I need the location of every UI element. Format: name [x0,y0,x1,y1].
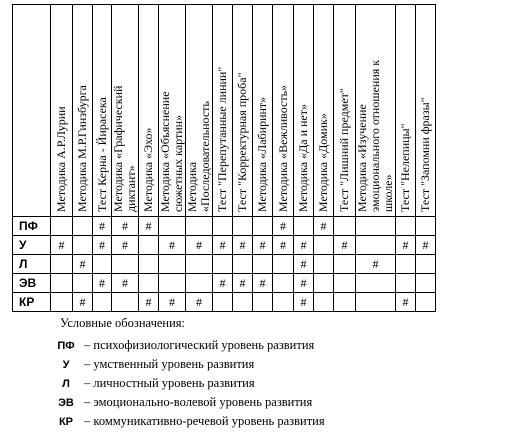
column-header [73,5,93,217]
column-header-label: Методика «Вежливость» [275,84,290,212]
table-row [13,236,436,255]
table-cell: # [396,293,416,312]
column-header-label: Тест "Лишний предмет" [337,88,351,212]
table-cell: # [416,236,436,255]
row-label: ЭВ [13,274,51,293]
table-cell [139,255,159,274]
column-header [273,5,294,217]
row-label: КР [13,293,51,312]
legend-desc: – коммуникативно-речевой уровень развития [84,414,325,428]
row-label: ПФ [13,217,51,236]
table-cell [51,255,73,274]
legend-item [52,393,492,412]
table-cell [273,274,294,293]
legend-item [52,336,492,355]
methods-matrix-table [12,4,436,312]
table-cell: # [93,217,112,236]
table-cell [314,255,334,274]
table-cell [73,274,93,293]
header-row [13,5,436,217]
table-cell [253,293,273,312]
table-cell [334,274,356,293]
column-header-label: Методика М.Р.Гинзбурга [75,85,89,212]
table-cell [233,293,253,312]
legend-item [52,374,492,393]
column-header [314,5,334,217]
table-cell: # [112,217,139,236]
table-cell [159,274,186,293]
table-cell [51,293,73,312]
table-cell [356,236,396,255]
column-header [139,5,159,217]
column-header-label: Тест Керна - Йирасека [94,97,109,212]
table-cell: # [93,274,112,293]
table-cell [356,293,396,312]
column-header [51,5,73,217]
table-cell: # [233,236,253,255]
table-cell: # [356,255,396,274]
legend-abbr: ПФ [57,339,75,352]
column-header-label: Тест "Корректурная проба" [235,72,249,212]
table-cell: # [51,236,73,255]
row-label: Л [13,255,51,274]
legend-abbr: КР [58,415,74,428]
column-header [213,5,233,217]
table-cell [416,255,436,274]
table-cell [334,217,356,236]
table-cell [334,255,356,274]
table-cell [416,274,436,293]
table-row [13,293,436,312]
column-header [186,5,213,217]
column-header-label: Методика «Последовательность [185,101,212,212]
table-cell: # [159,236,186,255]
table-cell [294,217,314,236]
table-cell: # [273,236,294,255]
legend-item [52,355,492,374]
legend-desc: – умственный уровень развития [84,357,255,371]
table-cell: # [294,293,314,312]
table-cell: # [314,217,334,236]
table-cell: # [213,274,233,293]
table-cell [159,255,186,274]
table-cell [314,236,334,255]
table-cell [51,274,73,293]
corner-cell [13,5,51,217]
table-cell: # [294,255,314,274]
table-cell: # [233,274,253,293]
table-cell [416,293,436,312]
table-cell [73,236,93,255]
table-cell [186,274,213,293]
legend-desc: – личностный уровень развития [84,376,255,390]
table-cell: # [112,274,139,293]
table-cell [416,217,436,236]
column-header [416,5,436,217]
table-cell [273,255,294,274]
table-cell [253,217,273,236]
column-header [396,5,416,217]
table-cell: # [73,255,93,274]
table-cell: # [294,236,314,255]
table-cell [233,217,253,236]
table-cell: # [139,217,159,236]
table-cell [356,217,396,236]
table-cell [213,293,233,312]
legend-abbr: Л [62,377,70,390]
table-cell: # [73,293,93,312]
table-cell [139,274,159,293]
column-header-label: Методика «Объяснение сюжетных картин» [158,91,185,212]
table-cell [273,293,294,312]
column-header [356,5,396,217]
column-header-label: Методика «Домик» [316,113,330,212]
column-header [112,5,139,217]
table-cell [314,293,334,312]
table-cell: # [396,236,416,255]
column-header [93,5,112,217]
legend [52,316,492,431]
table-cell [73,217,93,236]
table-row [13,217,436,236]
column-header-label: Тест "Нелепицы" [398,123,412,212]
table-cell [51,217,73,236]
table-cell [112,293,139,312]
table-cell: # [186,236,213,255]
table-cell: # [93,236,112,255]
column-header [159,5,186,217]
table-cell [314,274,334,293]
table-cell [253,255,273,274]
legend-title: Условные обозначения: [60,316,186,330]
column-header-label: Методика «Да и нет» [296,103,310,212]
table-cell: # [253,274,273,293]
legend-desc: – психофизиологический уровень развития [84,338,315,352]
table-cell [396,217,416,236]
table-cell: # [273,217,294,236]
column-header-label: Методика «Лабиринт» [255,96,269,212]
table-cell [139,236,159,255]
table-cell [186,255,213,274]
table-row [13,274,436,293]
row-label: У [13,236,51,255]
table-cell: # [334,236,356,255]
table-cell: # [186,293,213,312]
column-header-label: Методика «Изучение эмоционального отношения к школе» [355,59,395,212]
column-header-label: Тест "Перепутанные линии" [215,66,229,212]
legend-abbr: У [62,358,70,371]
table-cell [112,255,139,274]
table-cell [159,217,186,236]
table-cell [186,217,213,236]
column-header-label: Методика «Эхо» [141,127,155,212]
table-cell: # [159,293,186,312]
column-header-label: Методика А.Р.Лурии [54,106,68,212]
table-cell [396,274,416,293]
table-row [13,255,436,274]
column-header [253,5,273,217]
table-cell: # [139,293,159,312]
table-cell: # [253,236,273,255]
table-cell [334,293,356,312]
table-cell [213,255,233,274]
legend-desc: – эмоционально-волевой уровень развития [84,395,313,409]
table-cell [396,255,416,274]
table-cell: # [294,274,314,293]
column-header [334,5,356,217]
table-cell [233,255,253,274]
table-cell [356,274,396,293]
column-header-label: Тест "Запомни фразы" [418,97,432,212]
legend-abbr: ЭВ [58,396,74,409]
column-header [294,5,314,217]
column-header [233,5,253,217]
column-header-label: Методика «Графический диктант» [111,85,138,212]
table-cell [213,217,233,236]
legend-item [52,412,492,431]
table-cell [93,255,112,274]
table-cell [93,293,112,312]
table-cell: # [112,236,139,255]
table-cell: # [213,236,233,255]
